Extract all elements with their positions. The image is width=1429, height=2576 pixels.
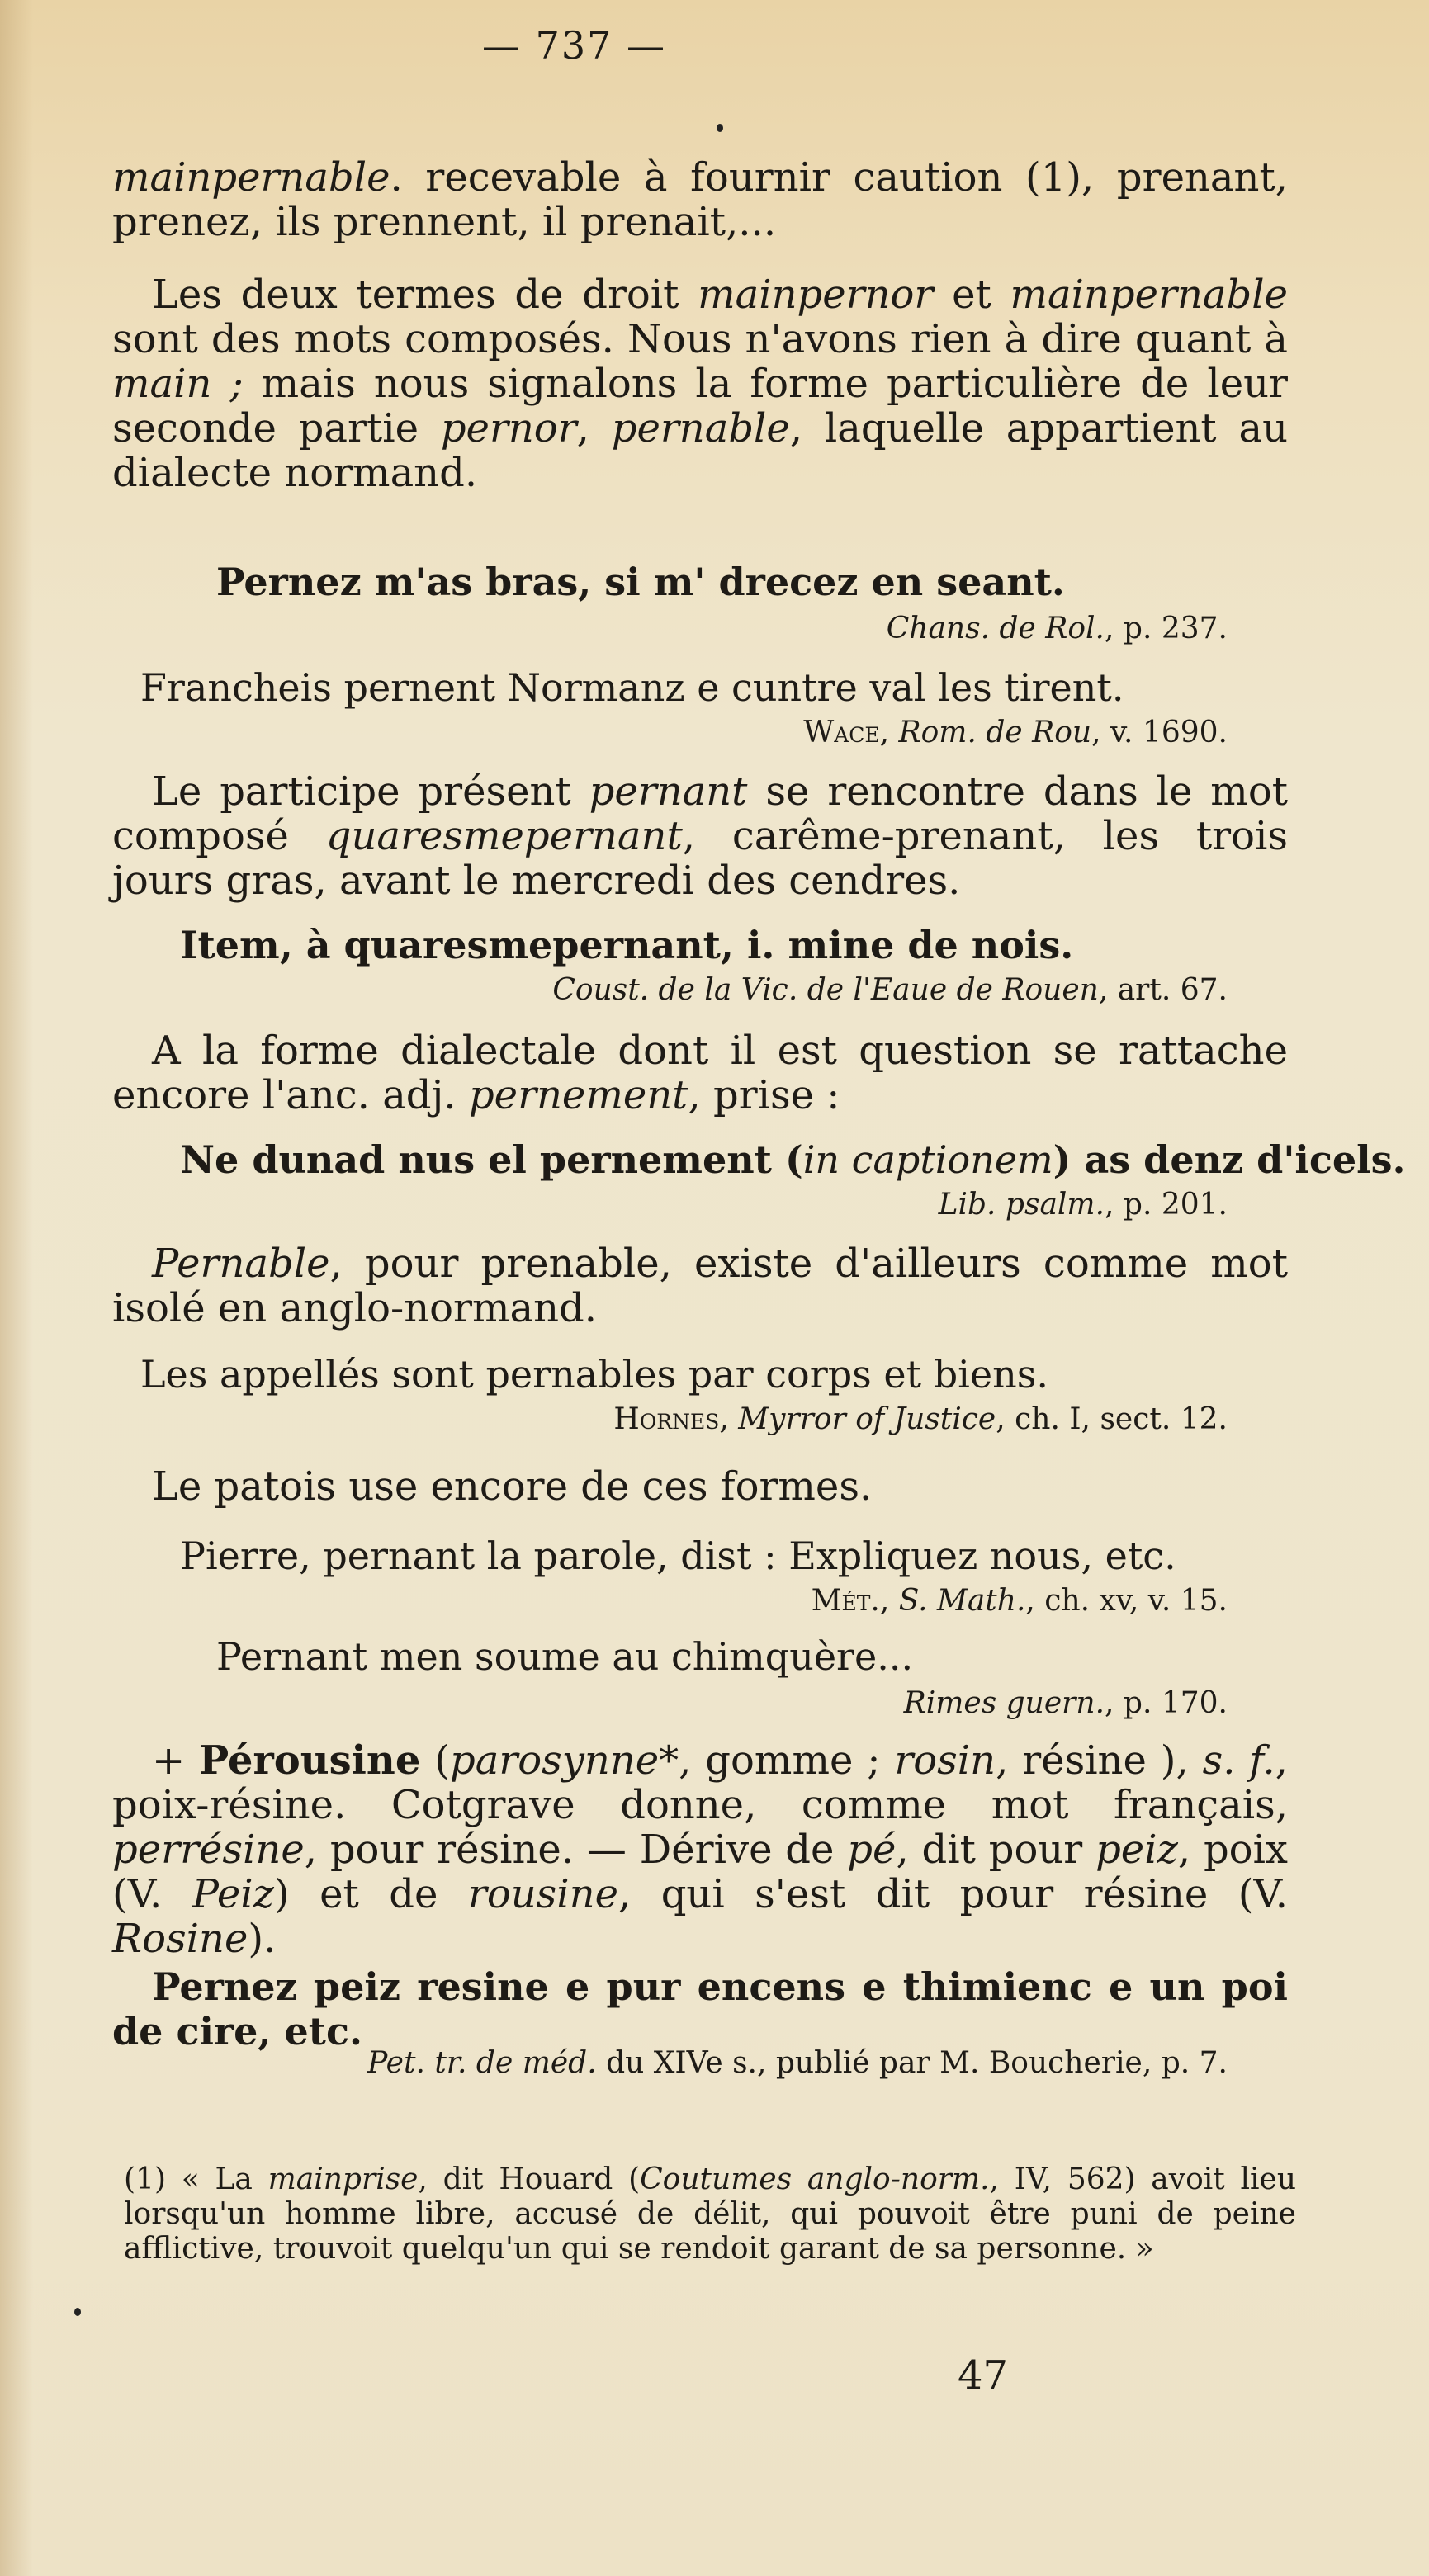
- term-italic: pé: [847, 1827, 897, 1873]
- citation-title: Lib. psalm.: [938, 1188, 1105, 1222]
- citation-ref: , p. 237.: [1105, 612, 1228, 645]
- text: , poix (V.: [112, 1827, 1289, 1917]
- grammar-label: s. f.: [1202, 1737, 1275, 1784]
- citation-ref: , v. 1690.: [1091, 716, 1228, 749]
- text: ) as denz d'icels.: [1053, 1137, 1406, 1182]
- term-italic: pernor: [440, 405, 577, 451]
- term-italic: Pernable: [152, 1241, 330, 1287]
- citation-author: Wace: [803, 716, 880, 749]
- citation-title: Coust. de la Vic. de l'Eaue de Rouen: [552, 973, 1099, 1007]
- paragraph-4: [112, 1028, 1288, 1118]
- term-italic: main ;: [112, 361, 244, 407]
- paragraph-5: [112, 1241, 1288, 1331]
- citation-ref: , p. 201.: [1105, 1188, 1228, 1222]
- text: ,: [719, 1402, 739, 1436]
- text: , poix-résine. Cotgrave donne, comme mot français,: [112, 1737, 1289, 1828]
- text: ,: [879, 716, 899, 749]
- citation-5: [613, 1401, 1228, 1438]
- term-italic: perrésine: [112, 1827, 305, 1873]
- citation-7: [904, 1685, 1228, 1722]
- citation-author: Mét.: [811, 1584, 880, 1618]
- citation-title: Rom. de Rou: [898, 716, 1092, 749]
- citation-4: [939, 1187, 1228, 1223]
- term-italic: mainpernable: [1010, 272, 1288, 318]
- text: sont des mots composés. Nous n'avons rien à dire quant à: [112, 316, 1288, 362]
- term-italic: Peiz: [192, 1871, 274, 1917]
- text: , pour prenable, existe d'ailleurs comme mot isolé en anglo-normand.: [112, 1241, 1288, 1331]
- citation-1: [887, 611, 1228, 647]
- term-italic: in captionem: [802, 1137, 1053, 1182]
- citation-ref: , art. 67.: [1098, 973, 1228, 1007]
- text: Ne dunad nus el pernement (: [180, 1137, 803, 1182]
- signature-mark: 47: [958, 2352, 1009, 2399]
- quotation-3: Item, à quaresmepernant, i. mine de nois.: [180, 923, 1074, 967]
- term-italic: mainprise: [267, 2162, 419, 2196]
- paragraph-3: [112, 769, 1288, 903]
- citation-title: Pet. tr. de méd.: [367, 2046, 597, 2080]
- text: Les deux termes de droit: [152, 272, 698, 318]
- paragraph-6: [112, 1464, 1288, 1509]
- text: ,: [879, 1584, 899, 1618]
- text: Pernez peiz resine e pur encens e thimienc e un poi de cire, etc.: [112, 1964, 1288, 2054]
- text: ) et de: [273, 1871, 468, 1917]
- text: ).: [248, 1916, 277, 1962]
- paragraph-text: . recevable à fournir caution (1), prenant, prenez, ils prennent, il prenait,...: [112, 154, 1288, 245]
- citation-ref: , ch. I, sect. 12.: [996, 1402, 1228, 1436]
- text: , carême-prenant, les trois jours gras, avant le mercredi des cendres.: [112, 813, 1288, 904]
- text: , qui s'est dit pour résine (V.: [617, 1871, 1288, 1917]
- citation-ref: , ch. xv, v. 15.: [1025, 1584, 1228, 1618]
- text: , pour résine. — Dérive de: [304, 1827, 848, 1873]
- quotation-6: Pierre, pernant la parole, dist : Expliquez nous, etc.: [180, 1534, 1176, 1578]
- citation-8: [367, 2045, 1228, 2082]
- text: , résine ),: [996, 1737, 1203, 1784]
- plus-sign-icon: +: [152, 1737, 186, 1784]
- quotation-4: [180, 1137, 1406, 1182]
- term-italic: quaresmepernant: [325, 813, 683, 859]
- term-italic: rosin: [894, 1737, 996, 1784]
- citation-author: Hornes: [613, 1402, 720, 1436]
- text: , gomme ;: [679, 1737, 895, 1784]
- text: Le participe présent: [152, 768, 589, 815]
- term-italic: peiz: [1095, 1827, 1178, 1873]
- term-italic: pernant: [589, 768, 748, 815]
- text: ,: [576, 405, 612, 451]
- text: et: [933, 272, 1010, 318]
- term-italic: pernement: [468, 1072, 688, 1118]
- text: , IV, 562) avoit lieu lorsqu'un homme libre, accusé de délit, qui pouvoit être puni de peine afflictive, trouvoit quelqu'un qui se rendoit garant de sa personne. »: [124, 2162, 1297, 2266]
- citation-title: Rimes guern.: [903, 1686, 1105, 1720]
- text: mais nous signalons la forme particulière de leur seconde partie: [112, 361, 1289, 451]
- text: , dit pour: [896, 1827, 1096, 1873]
- text: , laquelle appartient au dialecte normand.: [112, 405, 1289, 496]
- citation-title: S. Math.: [898, 1584, 1026, 1618]
- footnote: [124, 2162, 1296, 2266]
- quotation-1: Pernez m'as bras, si m' drecez en seant.: [216, 560, 1065, 604]
- quotation-8: [112, 1964, 1288, 2054]
- page-edge-shadow: [0, 0, 33, 2576]
- term-italic: Coutumes anglo-norm.: [640, 2162, 990, 2196]
- ink-speck: [717, 124, 723, 132]
- citation-6: [812, 1583, 1228, 1619]
- citation-title: Myrror of Justice: [738, 1402, 996, 1436]
- term-italic: pernable: [611, 405, 790, 451]
- text: (: [420, 1737, 450, 1784]
- text: , prise :: [688, 1072, 840, 1118]
- dictionary-entry-perousine: [112, 1738, 1288, 1961]
- term-italic: rousine: [467, 1871, 618, 1917]
- citation-ref: du XIVe s., publié par M. Boucherie, p. 7.: [596, 2046, 1228, 2080]
- term-italic: Rosine: [112, 1916, 248, 1962]
- paragraph-2: [112, 272, 1288, 495]
- text: se rencontre dans le mot composé: [112, 768, 1289, 859]
- quotation-7: Pernant men soume au chimquère...: [216, 1634, 914, 1679]
- page-number: — 737 —: [482, 23, 667, 68]
- entry-headword: Pérousine: [199, 1737, 421, 1784]
- citation-2: [803, 715, 1228, 751]
- citation-3: [552, 972, 1228, 1009]
- term-italic: mainpernor: [698, 272, 934, 318]
- text: A la forme dialectale dont il est question se rattache encore l'anc. adj.: [112, 1028, 1288, 1118]
- citation-ref: , p. 170.: [1105, 1686, 1228, 1720]
- text: (1) « La: [124, 2162, 268, 2196]
- quotation-2: Francheis pernent Normanz e cuntre val les tirent.: [140, 665, 1124, 710]
- term-italic: parosynne*: [449, 1737, 679, 1784]
- text: , dit Houard (: [418, 2162, 641, 2196]
- term-italic: mainpernable: [112, 154, 390, 201]
- paragraph-1: [112, 155, 1288, 244]
- quotation-5: Les appellés sont pernables par corps et biens.: [140, 1352, 1048, 1397]
- ink-speck: [74, 2308, 81, 2316]
- citation-title: Chans. de Rol.: [886, 612, 1105, 645]
- text: Le patois use encore de ces formes.: [152, 1463, 873, 1510]
